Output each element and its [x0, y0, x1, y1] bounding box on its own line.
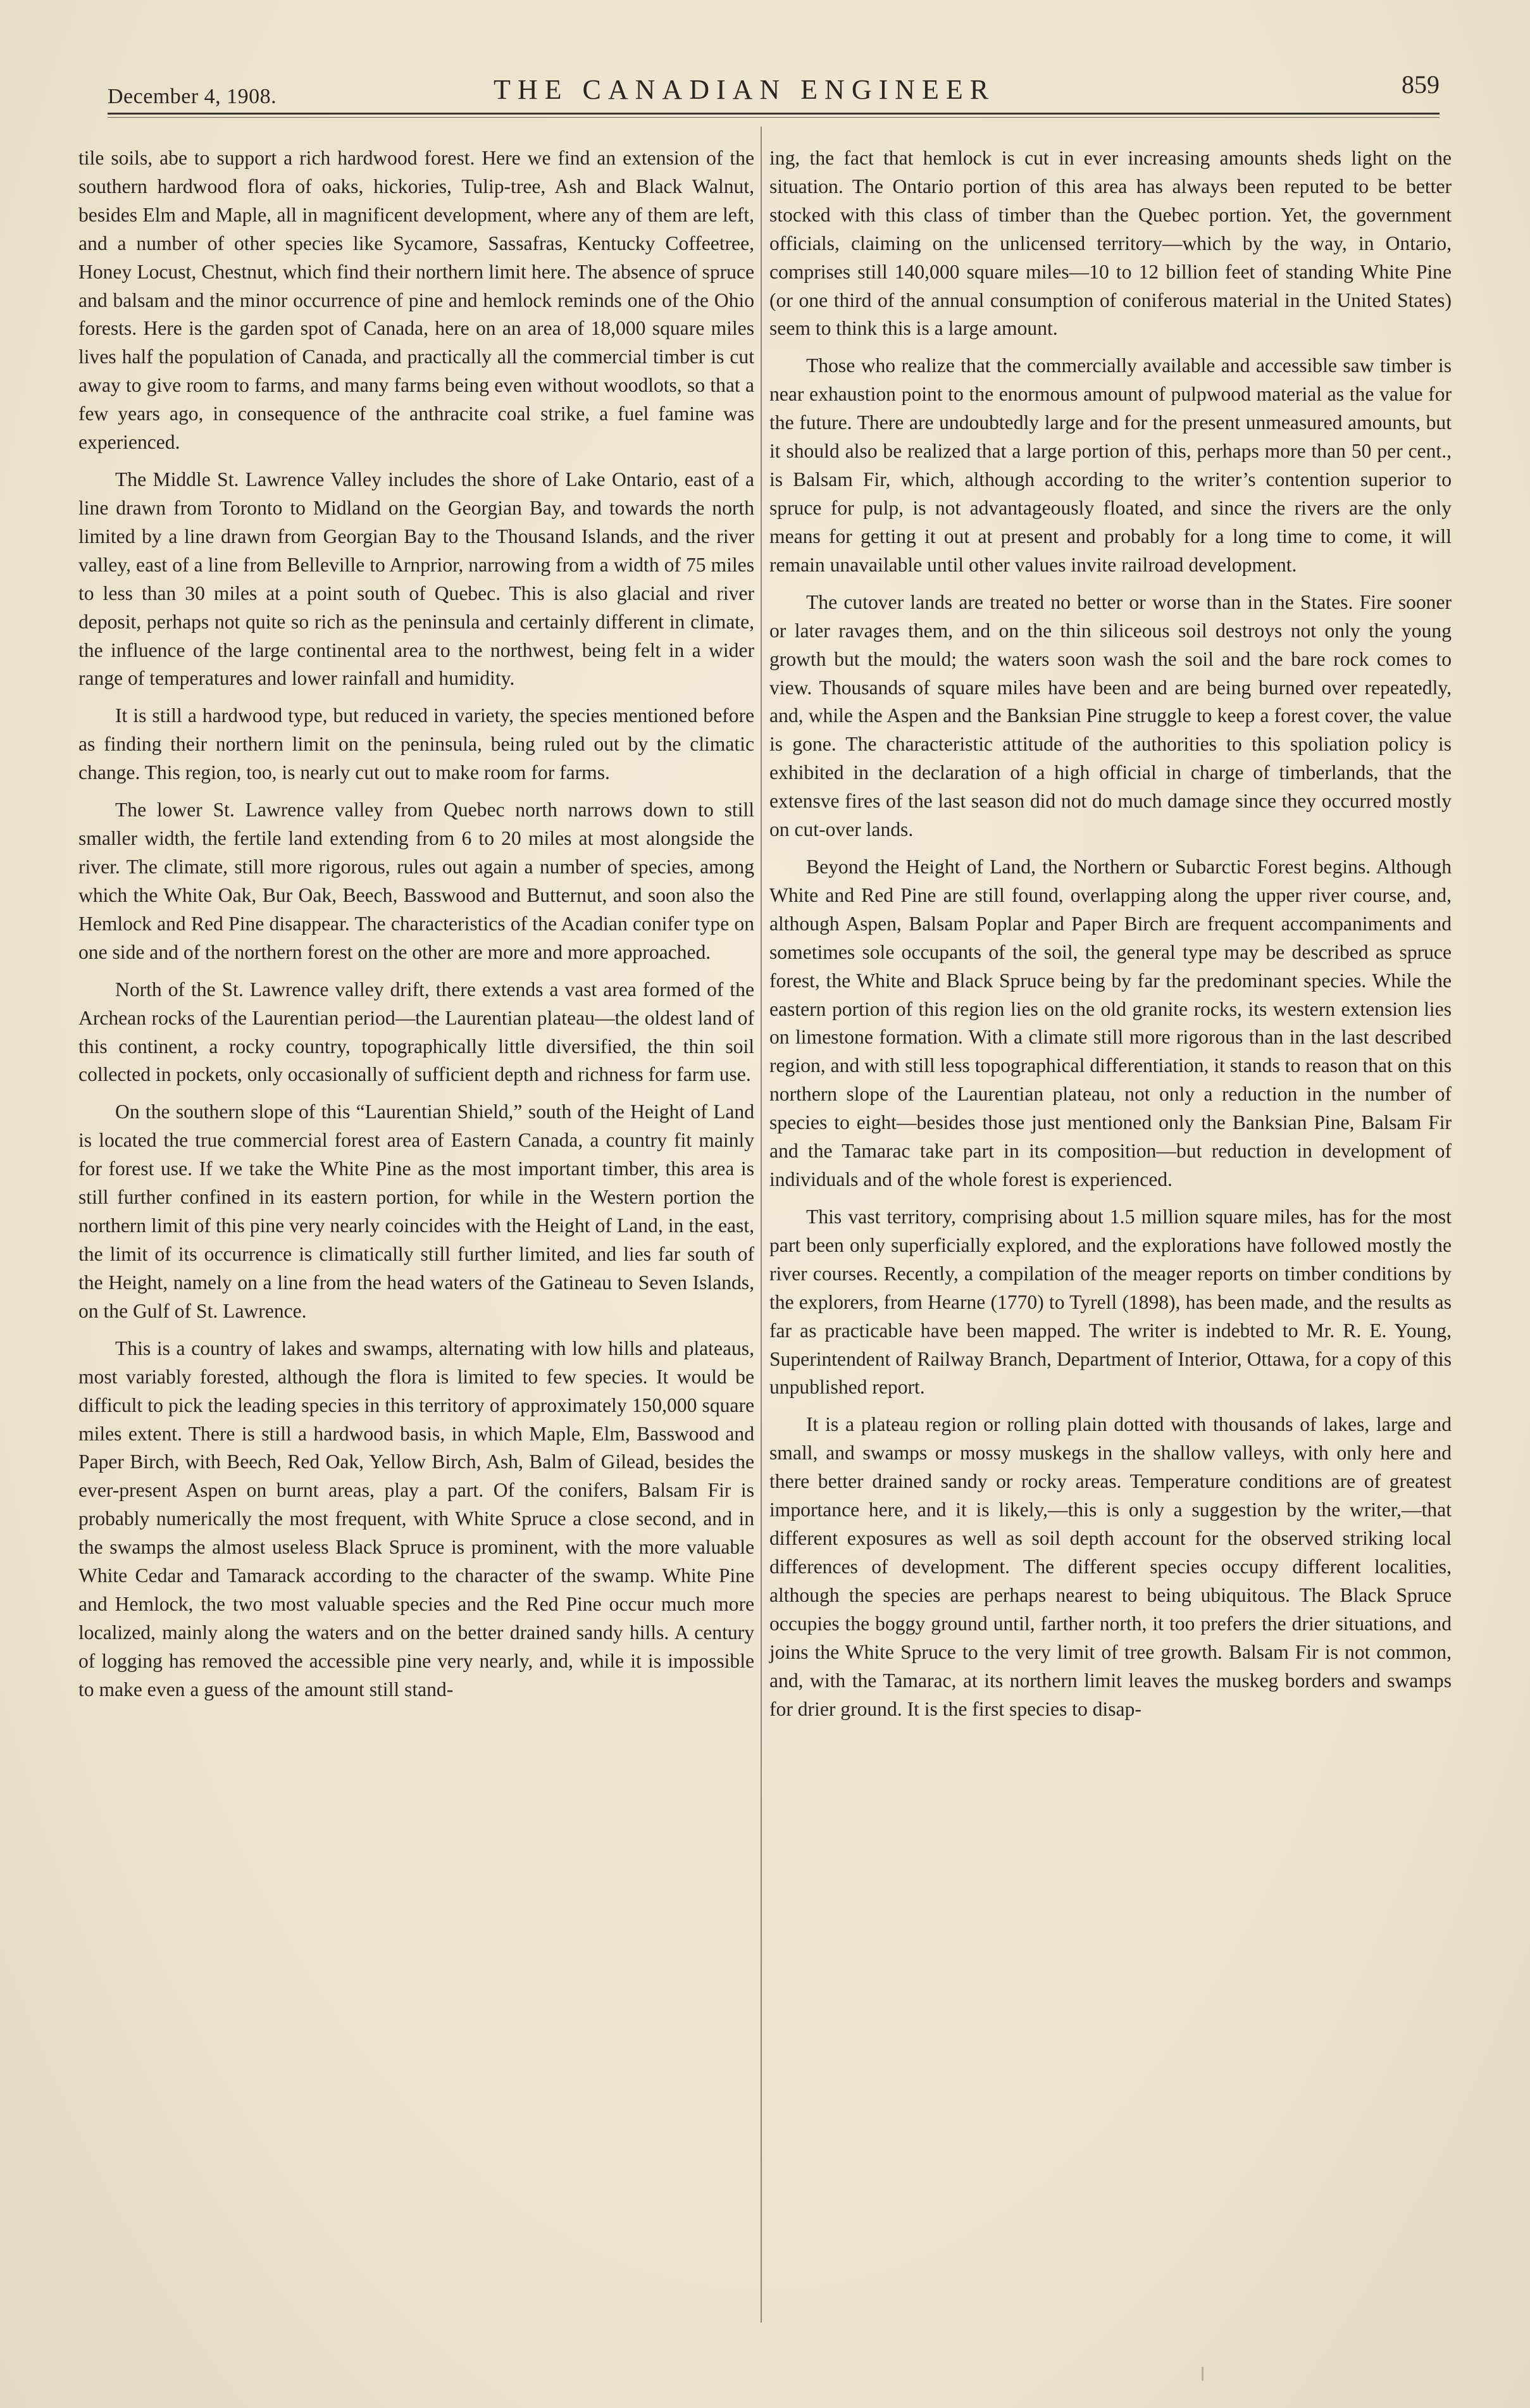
- paragraph: The cutover lands are treated no better or worse than in the States. Fire sooner or later ravages them, and on the thin siliceous soil destroys not only the young growth but the mould; the waters soon wash the soil and the bare rock comes to view. Thousands of square miles have been and are being burned over repeatedly, and, while the Aspen and the Banksian Pine struggle to keep a forest cover, the value is gone. The characteristic attitude of the authorities to this spoliation policy is exhibited in the declaration of a high official in charge of timberlands, that the extensve fires of the last season did not do much damage since they occurred mostly on cut-over lands.: [769, 590, 1452, 841]
- paragraph: The lower St. Lawrence valley from Quebec north narrows down to still smaller width, the fertile land extending from 6 to 20 miles at most alongside the river. The climate, still more rigorous, rules out again a number of species, among which the White Oak, Bur Oak, Beech, Basswood and Butternut, and soon also the Hemlock and Red Pine disappear. The characteristics of the Acadian conifer type on one side and of the northern forest on the other are more and more approached.: [78, 799, 754, 963]
- journal-title: THE CANADIAN ENGINEER: [494, 74, 996, 105]
- left-column: [78, 144, 754, 1713]
- paragraph: tile soils, abe to support a rich hardwood forest. Here we find an extension of the southern hardwood flora of oaks, hickories, Tulip-tree, Ash and Black Walnut, besides Elm and Maple, all in magnificent development, where any of them are left, and a number of other species like Sycamore, Sassafras, Kentucky Coffeetree, Honey Locust, Chestnut, which find their northern limit here. The absence of spruce and balsam and the minor occurrence of pine and hemlock reminds one of the Ohio forests. Here is the garden spot of Canada, here on an area of 18,000 square miles lives half the population of Canada, and practically all the commercial timber is cut away to give room to farms, and many farms being even without woodlots, so that a few years ago, in consequence of the anthracite coal strike, a fuel famine was experienced.: [78, 147, 754, 454]
- paragraph: This vast territory, comprising about 1.5 million square miles, has for the most part been only superficially explored, and the explorations have followed mostly the river courses. Recently, a compilation of the meager reports on timber conditions by the explorers, from Hearne (1770) to Tyrell (1898), has been made, and the results as far as practicable have been mapped. The writer is indebted to Mr. R. E. Young, Superintendent of Railway Branch, Department of Interior, Ottawa, for a copy of this unpublished report.: [769, 1206, 1452, 1399]
- paragraph: This is a country of lakes and swamps, alternating with low hills and plateaus, most variably forested, although the flora is limited to few species. It would be difficult to pick the leading species in this territory of approximately 150,000 square miles extent. There is still a hardwood basis, in which Maple, Elm, Basswood and Paper Birch, with Beech, Red Oak, Yellow Birch, Ash, Balm of Gilead, besides the ever-present Aspen on burnt areas, play a part. Of the conifers, Balsam Fir is probably numerically the most frequent, with White Spruce a close second, and in the swamps the almost useless Black Spruce is prominent, with the more valuable White Cedar and Tamarack according to the character of the swamp. White Pine and Hemlock, the two most valuable species and the Red Pine occur much more localized, mainly along the waters and on the better drained sandy hills. A century of logging has removed the accessible pine very nearly, and, while it is impossible to make even a guess of the amount still stand-: [78, 1337, 754, 1700]
- header-date: December 4, 1908.: [108, 85, 277, 108]
- paper-mark: [1202, 2367, 1203, 2381]
- page-header: [108, 70, 1440, 108]
- paragraph: The Middle St. Lawrence Valley includes the shore of Lake Ontario, east of a line drawn from Toronto to Midland on the Georgian Bay, and towards the north limited by a line drawn from Georgian Bay to the Thousand Islands, and the river valley, east of a line from Belleville to Arnprior, narrowing from a width of 75 miles to less than 30 miles at a point south of Quebec. This is also glacial and river deposit, perhaps not quite so rich as the peninsula and certainly different in climate, the influence of the large continental area to the northwest, being felt in a wider range of temperatures and lower rainfall and humidity.: [78, 468, 754, 690]
- paragraph: ing, the fact that hemlock is cut in ever increasing amounts sheds light on the situation. The Ontario portion of this area has always been reputed to be better stocked with this class of timber than the Quebec portion. Yet, the government officials, claiming on the unlicensed territory—which by the way, in Ontario, comprises still 140,000 square miles—10 to 12 billion feet of standing White Pine (or one third of the annual consumption of coniferous material in the United States) seem to think this is a large amount.: [769, 147, 1452, 340]
- paragraph: On the southern slope of this “Laurentian Shield,” south of the Height of Land is located the true commercial forest area of Eastern Canada, a country fit mainly for forest use. If we take the White Pine as the most important timber, this area is still further confined in its eastern portion, for while in the Western portion the northern limit of this pine very nearly coincides with the Height of Land, in the east, the limit of its occurrence is climatically still further limited, and lies far south of the Height, namely on a line from the head waters of the Gatineau to Seven Islands, on the Gulf of St. Lawrence.: [78, 1101, 754, 1322]
- paragraph: Those who realize that the commercially available and accessible saw timber is near exhaustion point to the enormous amount of pulpwood material as the value for the future. There are undoubtedly large and for the present unmeasured amounts, but it should also be realized that a large portion of this, perhaps more than 50 per cent., is Balsam Fir, which, although according to the writer’s contention superior to spruce for pulp, is not advantageously floated, and since the rivers are the only means for getting it out at present and probably for a long time to come, it will remain unavailable until other values invite railroad development.: [769, 354, 1452, 576]
- column-divider: [761, 127, 762, 2323]
- paragraph: North of the St. Lawrence valley drift, there extends a vast area formed of the Archean rocks of the Laurentian period—the Laurentian plateau—the oldest land of this continent, a rocky country, topographically little diversified, the thin soil collected in pockets, only occasionally of sufficient depth and richness for farm use.: [78, 978, 754, 1086]
- right-column: [769, 144, 1452, 1733]
- header-rule-thin: [108, 117, 1440, 118]
- page-number: 859: [1402, 70, 1440, 99]
- header-rule: [108, 113, 1440, 115]
- paragraph: Beyond the Height of Land, the Northern or Subarctic Forest begins. Although White and Red Pine are still found, overlapping along the upper river course, and, although Aspen, Balsam Poplar and Paper Birch are frequent accompaniments and sometimes sole occupants of the soil, the general type may be described as spruce forest, the White and Black Spruce being by far the predominant species. While the eastern portion of this region lies on the old granite rocks, its western extension lies on limestone formation. With a climate still more rigorous than in the last described region, and with still less topographical differentiation, it stands to reason that on this northern slope of the Laurentian plateau, not only a reduction in the number of species to eight—besides those just mentioned only the Banksian Pine, Balsam Fir and the Tamarac take part in its composition—but reduction in development of individuals and of the whole forest is experienced.: [769, 856, 1452, 1190]
- paragraph: It is a plateau region or rolling plain dotted with thousands of lakes, large and small, and swamps or mossy muskegs in the shallow valleys, with only here and there better drained sandy or rocky areas. Temperature conditions are of greatest importance here, and it is likely,—this is only a suggestion by the writer,—that different exposures as well as soil depth account for the observed striking local differences of development. The different species occupy different localities, although the species are perhaps nearest to being ubiquitous. The Black Spruce occupies the boggy ground until, farther north, it too prefers the drier situations, and joins the White Spruce to the very limit of tree growth. Balsam Fir is not common, and, with the Tamarac, at its northern limit leaves the muskeg borders and swamps for drier ground. It is the first species to disap-: [769, 1413, 1452, 1720]
- paragraph: It is still a hardwood type, but reduced in variety, the species mentioned before as finding their northern limit on the peninsula, being ruled out by the climatic change. This region, too, is nearly cut out to make room for farms.: [78, 704, 754, 784]
